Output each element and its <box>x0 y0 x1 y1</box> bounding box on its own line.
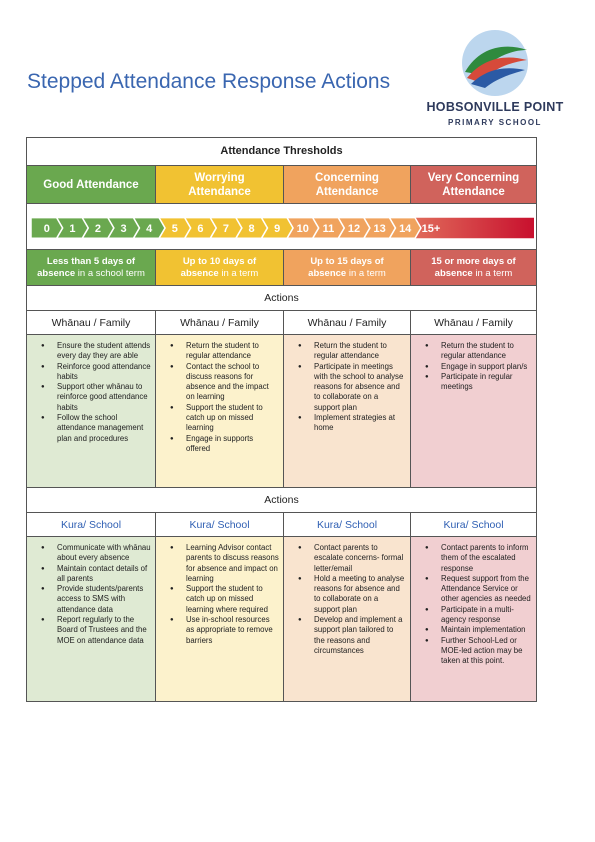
threshold-good: Less than 5 days of absence in a school term <box>27 250 155 285</box>
family-heading: Whānau / Family <box>155 311 283 334</box>
attendance-scale <box>27 204 536 249</box>
list-item: ● Learning Advisor contact parents to discuss reasons for absence and impact on learning <box>170 543 279 584</box>
list-item: ● Report regularly to the Board of Trustees and the MOE on attendance data <box>41 615 151 646</box>
scale-label: 12 <box>347 222 361 235</box>
scale-label: 9 <box>274 222 281 235</box>
list-item: ● Participate in regular meetings <box>425 372 532 393</box>
school-heading: Kura/ School <box>410 513 536 536</box>
list-item: ● Provide students/parents access to SMS with attendance data <box>41 584 151 615</box>
scale-label: 4 <box>146 222 153 235</box>
scale-label: 2 <box>94 222 102 235</box>
page-title: Stepped Attendance Response Actions <box>27 70 391 93</box>
list-item: ● Ensure the student attends every day they are able <box>41 341 151 362</box>
list-item: ● Maintain contact details of all parents <box>41 564 151 585</box>
family-heading: Whānau / Family <box>51 317 131 329</box>
list-item: ● Maintain implementation <box>425 625 532 635</box>
actions-label-school: Actions <box>264 494 299 506</box>
school-heading: Kura/ School <box>155 513 283 536</box>
school-heading: Kura/ School <box>60 519 122 531</box>
scale-label: 1 <box>69 222 76 235</box>
scale-label: 14 <box>399 222 412 235</box>
list-item: ● Engage in support plan/s <box>425 362 532 372</box>
list-item: ● Support the student to catch up on missed learning <box>170 403 279 434</box>
school-actions-worrying <box>155 537 283 701</box>
list-item: ● Use in-school resources as appropriate to remove barriers <box>170 615 279 646</box>
threshold-worrying: Up to 10 days of absence in a term <box>155 250 283 285</box>
scale-label: 10 <box>296 222 309 235</box>
list-item: ● Support the student to catch up on missed learning where required <box>170 584 279 615</box>
level-very-concerning: Very Concerning Attendance <box>410 166 536 203</box>
list-item: ● Support other whānau to reinforce good attendance habits <box>41 382 151 413</box>
list-item: ● Follow the school attendance management plan and procedures <box>41 413 151 444</box>
list-item: ● Return the student to regular attendance <box>298 341 406 362</box>
level-worrying: Worrying Attendance <box>155 166 283 203</box>
school-subtitle: PRIMARY SCHOOL <box>448 118 542 127</box>
school-actions-good <box>27 537 155 701</box>
list-item: ● Contact the school to discuss reasons for absence and the impact on learning <box>170 362 279 403</box>
list-item: ● Hold a meeting to analyse reasons for absence and to collaborate on a support plan <box>298 574 406 615</box>
scale-label: 5 <box>171 222 178 235</box>
family-actions-concerning <box>283 335 410 487</box>
level-concerning: Concerning Attendance <box>283 166 410 203</box>
level-good: Good Attendance <box>27 166 155 203</box>
scale-label: 8 <box>248 222 255 235</box>
thresholds-header: Attendance Thresholds <box>220 145 343 157</box>
list-item: ● Further School-Led or MOE-led action may be taken at this point. <box>425 636 532 667</box>
list-item: ● Contact parents to escalate concerns- formal letter/email <box>298 543 406 574</box>
list-item: ● Communicate with whānau about every absence <box>41 543 151 564</box>
list-item: ● Return the student to regular attendance <box>170 341 279 362</box>
scale-label: 3 <box>120 222 127 235</box>
school-name: HOBSONVILLE POINT <box>426 100 564 114</box>
scale-label: 6 <box>197 222 204 235</box>
scale-label: 7 <box>222 222 230 235</box>
scale-label: 11 <box>322 222 335 235</box>
scale-label: 0 <box>43 222 50 235</box>
actions-label-family: Actions <box>264 292 299 304</box>
threshold-very-concerning: 15 or more days of absence in a term <box>410 250 536 285</box>
school-heading: Kura/ School <box>283 513 410 536</box>
list-item: ● Engage in supports offered <box>170 434 279 455</box>
family-heading: Whānau / Family <box>283 311 410 334</box>
list-item: ● Reinforce good attendance habits <box>41 362 151 383</box>
family-actions-good <box>27 335 155 487</box>
list-item: ● Develop and implement a support plan tailored to the reasons and circumstances <box>298 615 406 656</box>
list-item: ● Participate in a multi-agency response <box>425 605 532 626</box>
list-item: ● Contact parents to inform them of the escalated response <box>425 543 532 574</box>
list-item: ● Return the student to regular attendance <box>425 341 532 362</box>
family-actions-very-concerning <box>410 335 536 487</box>
scale-label: 13 <box>373 222 386 235</box>
attendance-table <box>26 137 537 702</box>
family-actions-worrying <box>155 335 283 487</box>
scale-label: 15+ <box>421 222 441 235</box>
list-item: ● Implement strategies at home <box>298 413 406 434</box>
family-heading: Whānau / Family <box>410 311 536 334</box>
list-item: ● Participate in meetings with the school to analyse reasons for absence and to collaborate on a support plan <box>298 362 406 413</box>
school-actions-very-concerning <box>410 537 536 701</box>
school-actions-concerning <box>283 537 410 701</box>
school-crest-icon <box>457 28 533 98</box>
list-item: ● Request support from the Attendance Service or other agencies as needed <box>425 574 532 605</box>
school-logo <box>420 28 570 132</box>
threshold-concerning: Up to 15 days of absence in a term <box>283 250 410 285</box>
